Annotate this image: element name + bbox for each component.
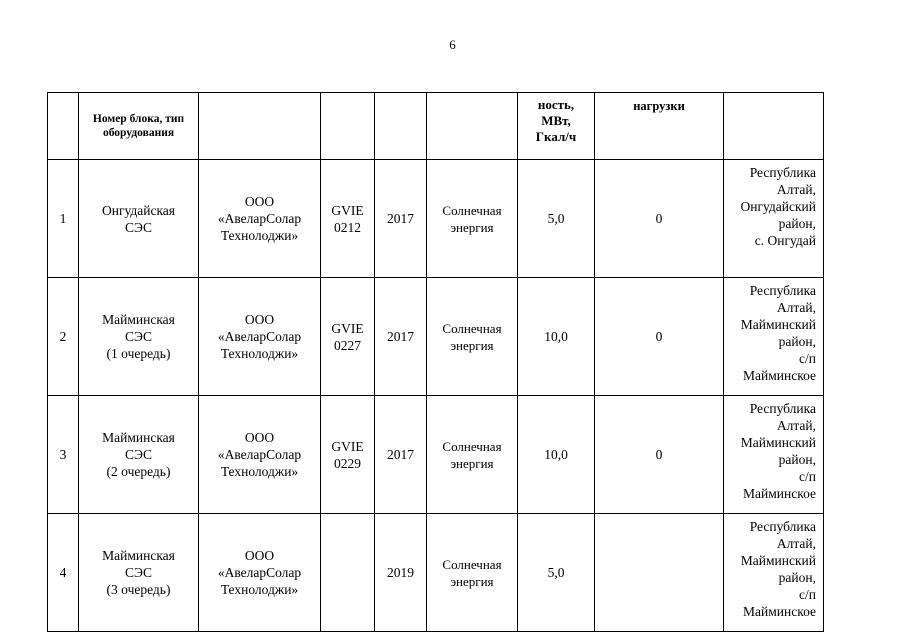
cell-index: 2 — [48, 278, 79, 396]
table-row — [48, 160, 824, 278]
cell-index: 3 — [48, 396, 79, 514]
header-year — [375, 93, 427, 160]
table-row — [48, 514, 824, 632]
header-type — [427, 93, 518, 160]
cell-owner: ООО «АвеларСолар Технолоджи» — [199, 278, 321, 396]
cell-type: Солнечная энергия — [427, 278, 518, 396]
header-block-name: Номер блока, тип оборудования — [79, 93, 199, 160]
cell-load: 0 — [595, 396, 724, 514]
cell-block-name: Майминская СЭС (2 очередь) — [79, 396, 199, 514]
cell-index: 1 — [48, 160, 79, 278]
cell-capacity: 5,0 — [518, 160, 595, 278]
header-location — [724, 93, 824, 160]
header-code — [321, 93, 375, 160]
cell-year: 2019 — [375, 514, 427, 632]
cell-load — [595, 514, 724, 632]
cell-index: 4 — [48, 514, 79, 632]
cell-owner: ООО «АвеларСолар Технолоджи» — [199, 396, 321, 514]
cell-block-name: Майминская СЭС (3 очередь) — [79, 514, 199, 632]
cell-code: GVIE 0229 — [321, 396, 375, 514]
header-capacity: ность, МВт, Гкал/ч — [518, 93, 595, 160]
cell-owner: ООО «АвеларСолар Технолоджи» — [199, 514, 321, 632]
cell-location: Республика Алтай, Онгудайский район, с. Онгудай — [724, 160, 824, 278]
cell-type: Солнечная энергия — [427, 396, 518, 514]
cell-block-name: Онгудайская СЭС — [79, 160, 199, 278]
cell-block-name: Майминская СЭС (1 очередь) — [79, 278, 199, 396]
cell-capacity: 5,0 — [518, 514, 595, 632]
cell-year: 2017 — [375, 278, 427, 396]
header-owner — [199, 93, 321, 160]
cell-capacity: 10,0 — [518, 278, 595, 396]
power-plants-table — [47, 92, 824, 632]
cell-load: 0 — [595, 278, 724, 396]
table-row — [48, 278, 824, 396]
cell-type: Солнечная энергия — [427, 160, 518, 278]
cell-year: 2017 — [375, 396, 427, 514]
table-row — [48, 396, 824, 514]
cell-year: 2017 — [375, 160, 427, 278]
cell-location: Республика Алтай, Майминский район, с/п Майминское — [724, 514, 824, 632]
table-header-row — [48, 93, 824, 160]
page-number: 6 — [449, 37, 456, 52]
cell-code: GVIE 0212 — [321, 160, 375, 278]
cell-type: Солнечная энергия — [427, 514, 518, 632]
header-index — [48, 93, 79, 160]
cell-location: Республика Алтай, Майминский район, с/п Майминское — [724, 278, 824, 396]
cell-location: Республика Алтай, Майминский район, с/п Майминское — [724, 396, 824, 514]
header-load: нагрузки — [595, 93, 724, 160]
cell-load: 0 — [595, 160, 724, 278]
cell-code: GVIE 0227 — [321, 278, 375, 396]
cell-capacity: 10,0 — [518, 396, 595, 514]
cell-owner: ООО «АвеларСолар Технолоджи» — [199, 160, 321, 278]
cell-code — [321, 514, 375, 632]
